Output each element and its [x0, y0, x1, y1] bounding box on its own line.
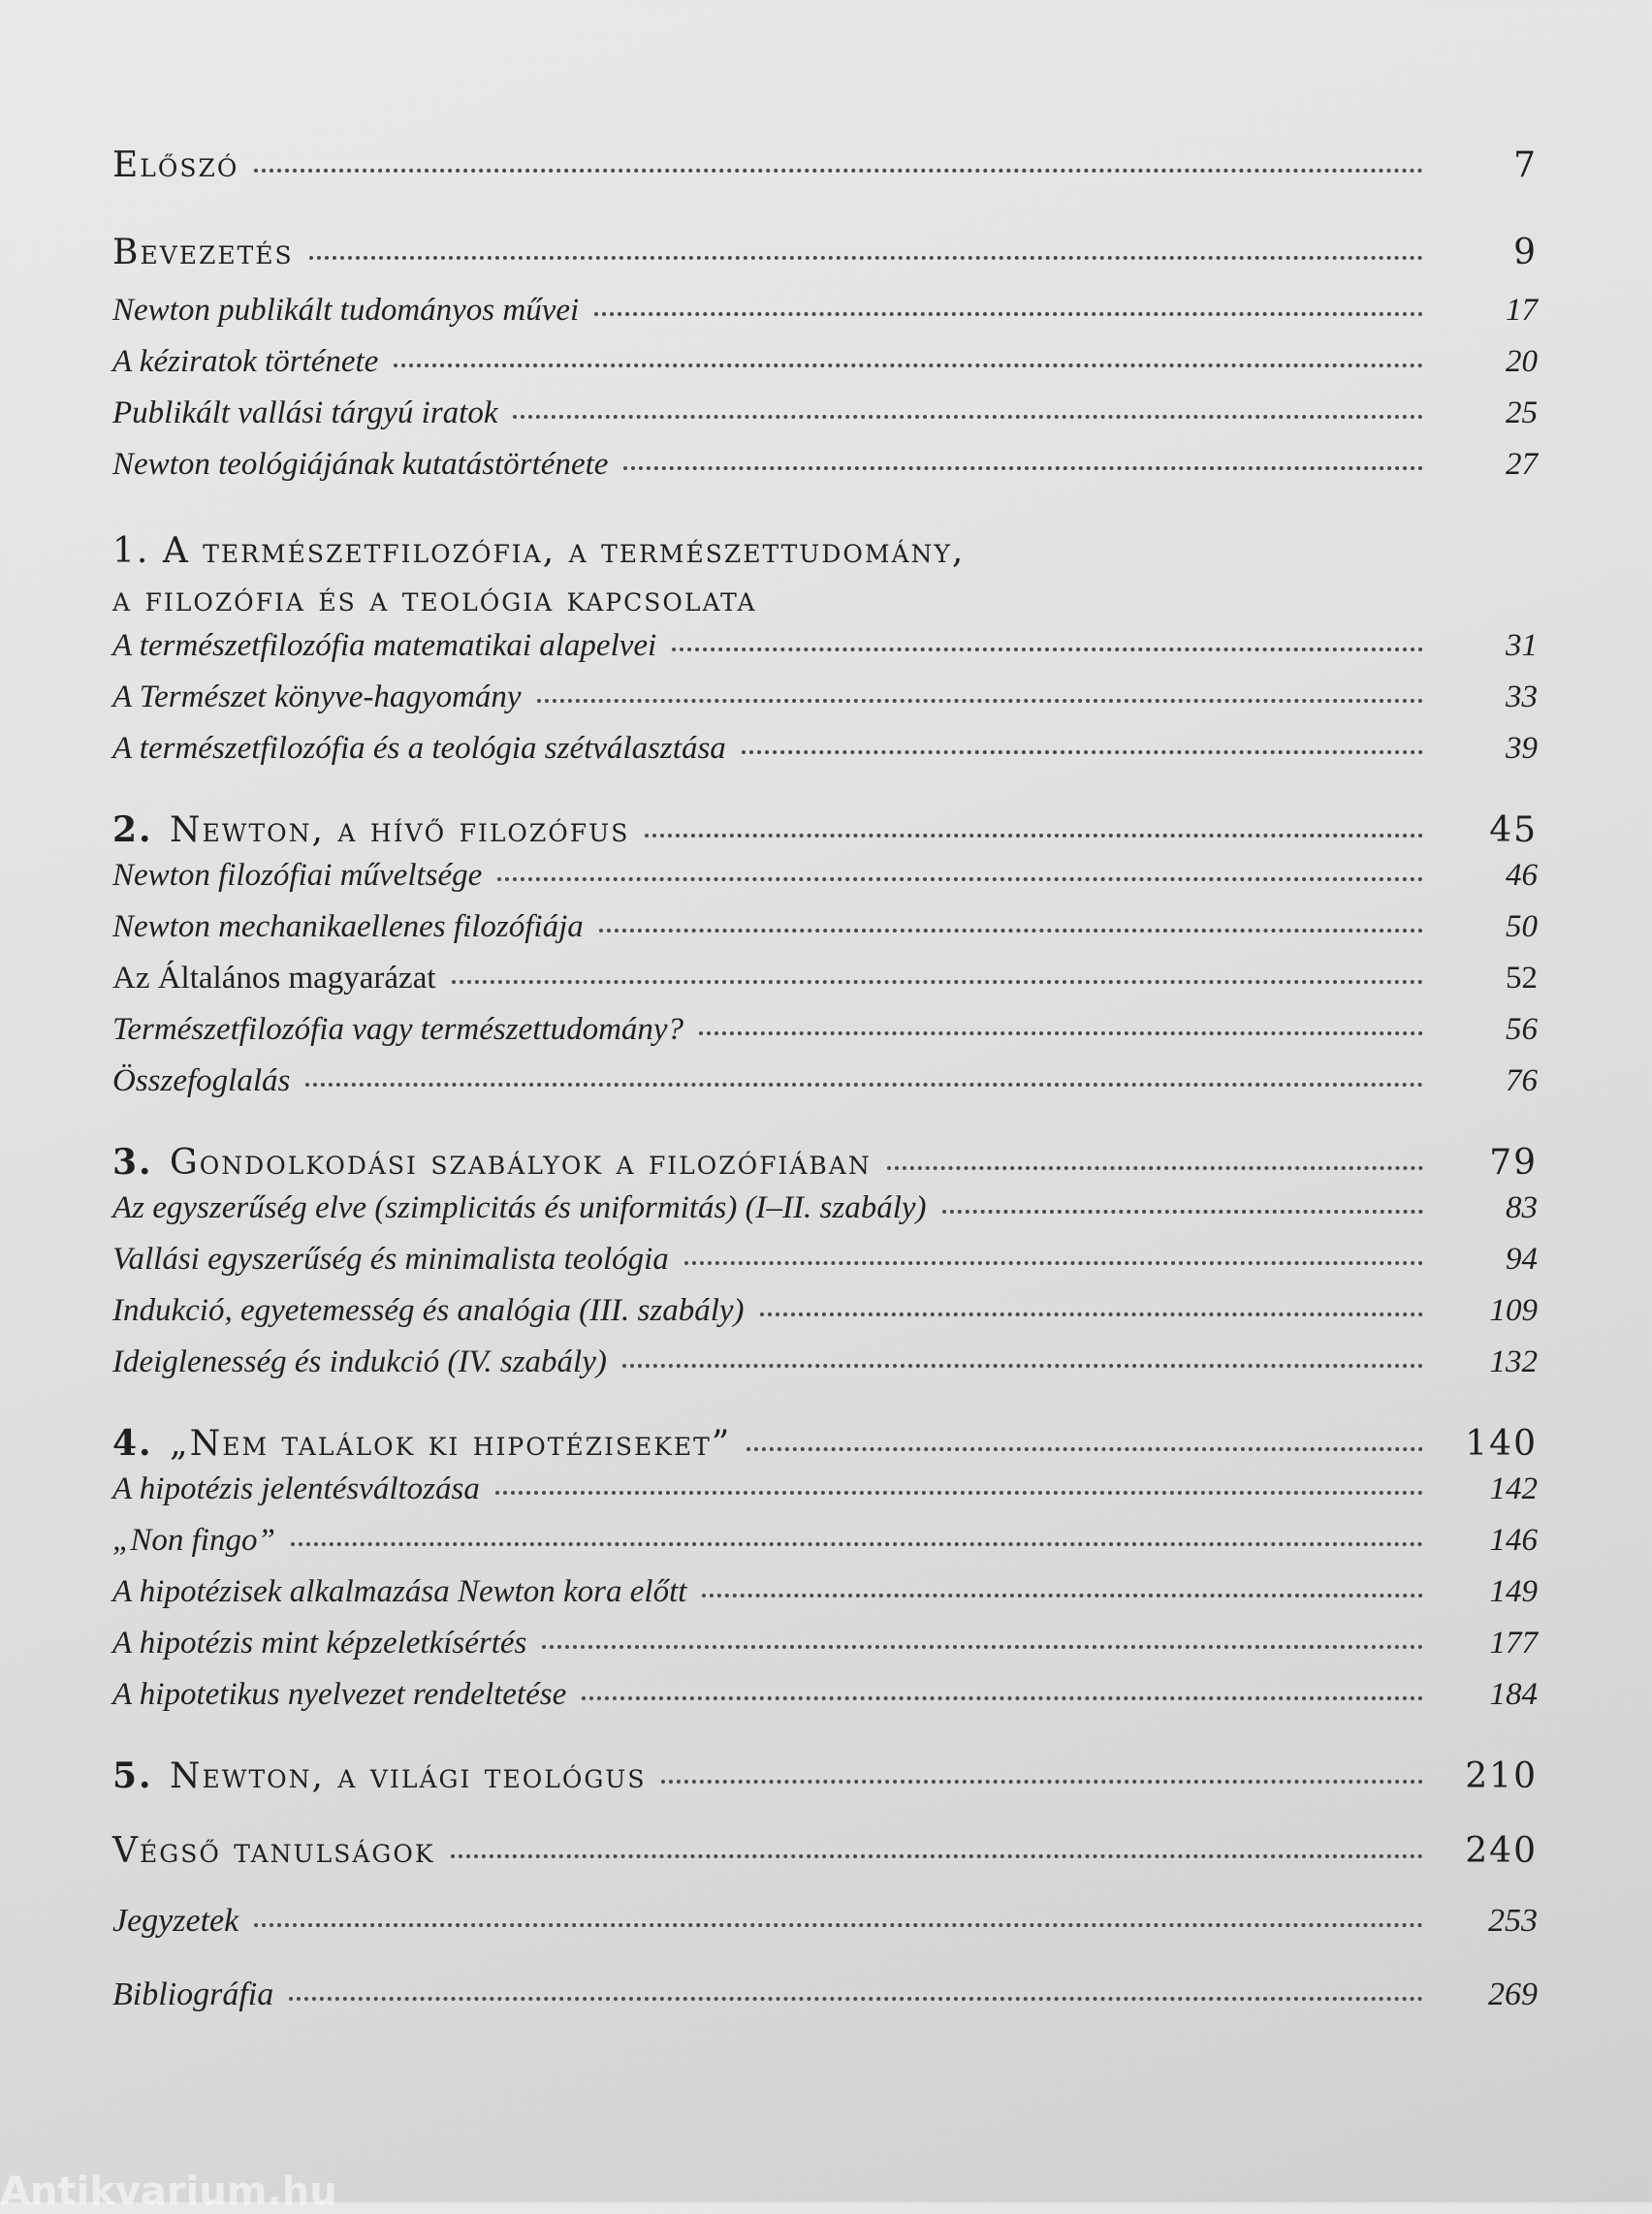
dot-leader [623, 466, 1423, 470]
dot-leader [451, 1854, 1423, 1858]
toc-entry-page: 46 [1506, 858, 1538, 893]
dot-leader [309, 256, 1423, 260]
toc-subentry [112, 680, 1538, 731]
toc-subentry [112, 1677, 1538, 1728]
toc-entry-title: A természetfilozófia és a teológia szétválasztása [112, 731, 726, 766]
chapter-5-heading [112, 1755, 1538, 1804]
dot-leader [887, 1166, 1423, 1170]
toc-entry-title: A hipotetikus nyelvezet rendeltetése [112, 1677, 567, 1712]
toc-entry-page: 94 [1506, 1242, 1538, 1277]
toc-subentry [112, 731, 1538, 782]
dot-leader [672, 648, 1423, 651]
chapter-number: 1. [112, 531, 150, 571]
toc-entry-title: A hipotézis mint képzeletkísértés [112, 1626, 527, 1660]
toc-subentry [112, 1012, 1538, 1063]
dot-leader [254, 169, 1423, 173]
toc-entry-page: 177 [1489, 1626, 1538, 1660]
toc-subentry [112, 1523, 1538, 1574]
chapter-2-heading [112, 809, 1538, 858]
toc-entry-title: A kéziratok története [112, 344, 379, 379]
dot-leader [594, 312, 1423, 316]
toc-subentry [112, 1063, 1538, 1115]
toc-entry-page: 39 [1506, 731, 1538, 766]
toc-entry-title: Publikált vallási tárgyú iratok [112, 395, 498, 430]
toc-entry-title: Előszó [112, 145, 239, 185]
toc-entry-page: 210 [1465, 1756, 1538, 1796]
chapter-title-line2: a filozófia és a teológia kapcsolata [112, 580, 757, 619]
chapter-3-heading [112, 1142, 1538, 1190]
toc-entry-page: 79 [1489, 1143, 1538, 1183]
chapter-title: Newton, a világi teológus [170, 1756, 647, 1796]
dot-leader [495, 1491, 1423, 1495]
toc-subentry [112, 1574, 1538, 1626]
dot-leader [582, 1696, 1423, 1700]
dot-leader [452, 980, 1423, 984]
toc-entry-page: 142 [1489, 1471, 1538, 1506]
dot-leader [702, 1594, 1423, 1597]
dot-leader [599, 929, 1423, 933]
dot-leader [254, 1923, 1423, 1927]
toc-entry-page: 25 [1506, 395, 1538, 430]
toc-entry-title: Természetfilozófia vagy természettudomány? [112, 1012, 684, 1047]
toc-entry-page: 76 [1506, 1063, 1538, 1098]
chapter-title: A természetfilozófia, a természettudomány, [162, 531, 966, 571]
dot-leader [622, 1364, 1423, 1368]
dot-leader [291, 1542, 1423, 1546]
toc-subentry [112, 1242, 1538, 1293]
toc-entry-title: Indukció, egyetemesség és analógia (III. szabály) [112, 1293, 745, 1328]
dot-leader [305, 1083, 1423, 1087]
toc-subentry [112, 344, 1538, 395]
dot-leader [537, 699, 1423, 703]
dot-leader [289, 1997, 1423, 2001]
toc-entry-title: Az egyszerűség elve (szimplicitás és uniformitás) (I–II. szabály) [112, 1190, 927, 1225]
toc-entry-page: 31 [1506, 628, 1538, 663]
dot-leader [513, 415, 1423, 419]
toc-entry-title: A Természet könyve-hagyomány [112, 680, 522, 714]
toc-entry-page: 140 [1465, 1424, 1538, 1464]
toc-subentry [112, 293, 1538, 344]
toc-subentry [112, 395, 1538, 447]
toc-entry-page: 33 [1506, 680, 1538, 714]
toc-subentry [112, 1626, 1538, 1677]
toc-entry-page: 253 [1488, 1903, 1538, 1939]
chapter-title: Newton, a hívő filozófus [170, 810, 630, 850]
toc-entry-page: 20 [1506, 344, 1538, 379]
toc-subentry [112, 1471, 1538, 1523]
toc-entry-title: A hipotézis jelentésváltozása [112, 1471, 480, 1506]
toc-entry-title: Végső tanulságok [112, 1831, 435, 1871]
toc-entry-title: „Non fingo” [112, 1523, 275, 1558]
toc-entry-eloszo [112, 145, 1538, 206]
dot-leader [684, 1261, 1423, 1265]
toc-entry-title: Newton publikált tudományos művei [112, 293, 580, 328]
chapter-number: 2. [112, 809, 153, 850]
toc-entry-page: 109 [1489, 1293, 1538, 1328]
toc-entry-title: A természetfilozófia matematikai alapelvei [112, 628, 657, 663]
toc-subentry [112, 909, 1538, 961]
toc-subentry [112, 447, 1538, 498]
vegso-tanulsagok-heading [112, 1831, 1538, 1880]
dot-leader [661, 1780, 1423, 1784]
toc-entry-bevezetes [112, 233, 1538, 293]
dot-leader [742, 750, 1423, 754]
dot-leader [497, 877, 1423, 881]
toc-entry-page: 7 [1513, 145, 1538, 185]
toc-entry-page: 52 [1506, 961, 1538, 996]
chapter-number: 5. [112, 1755, 153, 1796]
toc-subentry [112, 858, 1538, 909]
toc-entry-title: Ideiglenesség és indukció (IV. szabály) [112, 1344, 607, 1379]
chapter-title: Gondolkodási szabályok a filozófiában [170, 1143, 872, 1183]
toc-entry-bibliografia [112, 1977, 1538, 2027]
toc-entry-page: 83 [1506, 1190, 1538, 1225]
toc-entry-page: 50 [1506, 909, 1538, 944]
chapter-number: 4. [112, 1423, 153, 1464]
chapter-number: 3. [112, 1142, 153, 1183]
dot-leader [760, 1313, 1423, 1316]
toc-entry-page: 17 [1506, 293, 1538, 328]
toc-entry-title: Jegyzetek [112, 1903, 239, 1939]
toc-entry-page: 27 [1506, 447, 1538, 482]
watermark-text: Antikvarium.hu [0, 2169, 337, 2214]
toc-entry-page: 132 [1489, 1344, 1538, 1379]
toc-entry-page: 240 [1465, 1831, 1538, 1871]
toc-entry-title: A hipotézisek alkalmazása Newton kora előtt [112, 1574, 687, 1609]
toc-entry-title: Newton mechanikaellenes filozófiája [112, 909, 584, 944]
toc-entry-page: 9 [1513, 233, 1538, 272]
toc-subentry [112, 961, 1538, 1012]
toc-entry-title: Newton teológiájának kutatástörténete [112, 447, 609, 482]
toc-entry-title: Newton filozófiai műveltsége [112, 858, 483, 893]
toc-entry-title: Bibliográfia [112, 1977, 274, 2012]
dot-leader [394, 364, 1423, 367]
dot-leader [942, 1210, 1423, 1214]
dot-leader [542, 1645, 1423, 1649]
chapter-4-heading [112, 1423, 1538, 1471]
toc-entry-page: 56 [1506, 1012, 1538, 1047]
toc-entry-page: 184 [1489, 1677, 1538, 1712]
table-of-contents [112, 145, 1538, 2027]
chapter-1-heading-continued [112, 580, 1538, 628]
chapter-title: „Nem találok ki hipotéziseket” [170, 1424, 732, 1464]
dot-leader [645, 834, 1423, 838]
toc-entry-jegyzetek [112, 1903, 1538, 1953]
dot-leader [747, 1447, 1423, 1451]
toc-entry-title: Az Általános magyarázat [112, 961, 436, 996]
toc-subentry [112, 1344, 1538, 1396]
toc-entry-title: Összefoglalás [112, 1063, 291, 1098]
toc-entry-page: 269 [1488, 1977, 1538, 2012]
toc-entry-title: Bevezetés [112, 233, 294, 272]
toc-entry-page: 45 [1489, 810, 1538, 850]
toc-entry-page: 146 [1489, 1523, 1538, 1558]
toc-entry-title: Vallási egyszerűség és minimalista teológia [112, 1242, 669, 1277]
chapter-1-heading [112, 531, 1538, 580]
toc-subentry [112, 628, 1538, 680]
toc-subentry [112, 1293, 1538, 1344]
toc-entry-page: 149 [1489, 1574, 1538, 1609]
toc-subentry [112, 1190, 1538, 1242]
dot-leader [699, 1031, 1423, 1035]
